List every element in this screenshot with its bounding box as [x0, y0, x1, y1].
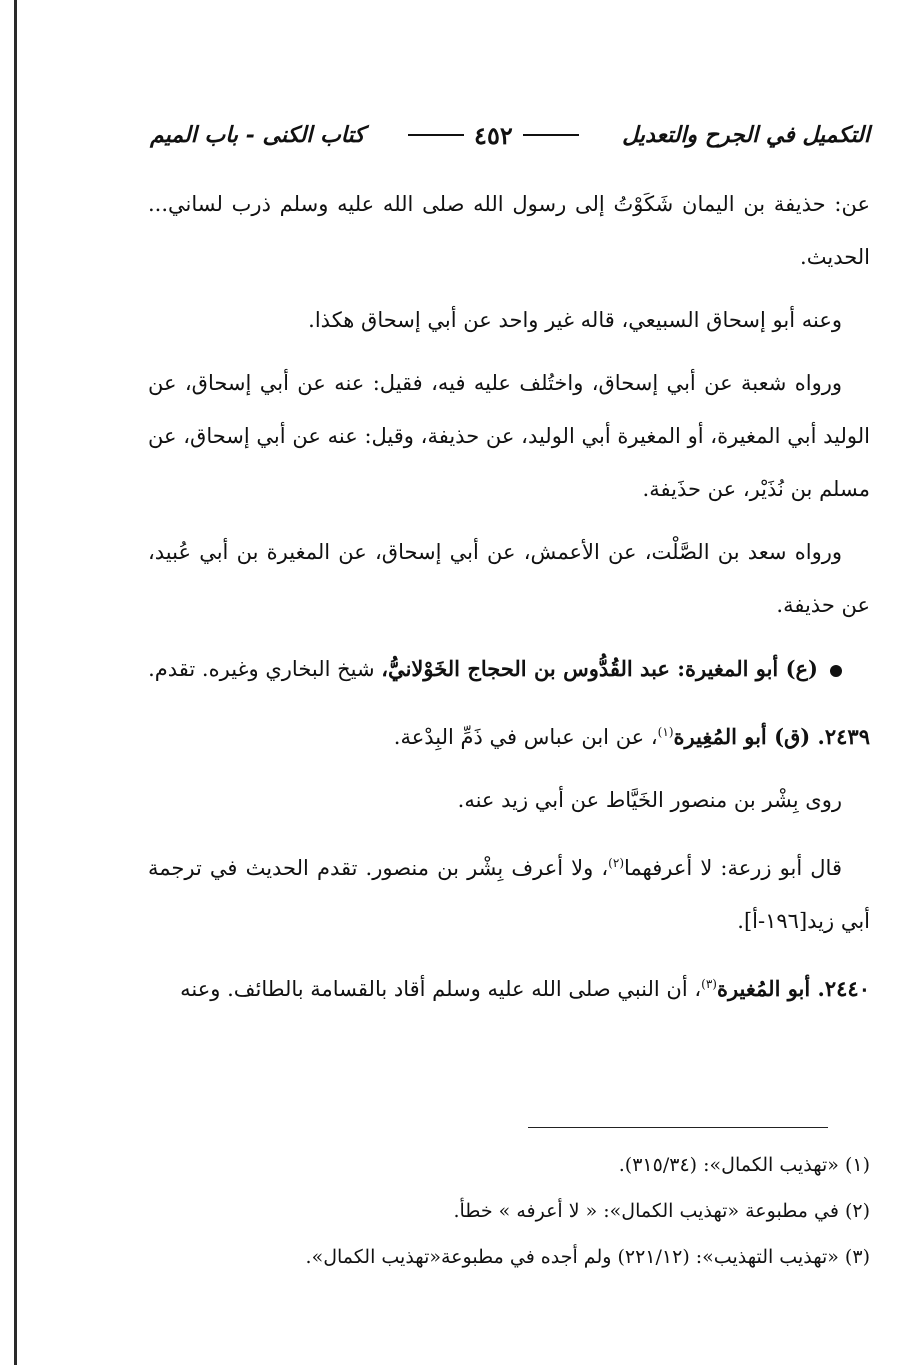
main-text [148, 178, 870, 1026]
footnote-ref: (٢) [608, 856, 624, 870]
footnotes [148, 1142, 870, 1280]
header-dash [523, 134, 579, 136]
footnote-ref: (٣) [701, 977, 717, 991]
footnote: (٣) «تهذيب التهذيب»: (٢٢١/١٢) ولم أجده في مطبوعة«تهذيب الكمال». [305, 1246, 870, 1268]
paragraph [148, 837, 870, 948]
section-title: كتاب الكنى - باب الميم [150, 122, 365, 148]
entry-paragraph [148, 706, 870, 764]
entry-paragraph [148, 958, 870, 1016]
header-dash [408, 134, 464, 136]
book-title: التكميل في الجرح والتعديل [622, 122, 870, 148]
paragraph: ورواه سعد بن الصَّلْت، عن الأعمش، عن أبي إسحاق، عن المغيرة بن أبي عُبيد، عن حذيفة. [148, 540, 870, 617]
paragraph: ورواه شعبة عن أبي إسحاق، واختُلف عليه فيه، فقيل: عنه عن أبي إسحاق، عن الوليد أبي المغيرة، أو المغيرة أبي الوليد، عن حذيفة، وقيل: عنه عن أبي إسحاق، عن مسلم بن نُذَيْر، عن حذَيفة. [148, 371, 870, 501]
footnote: (١) «تهذيب الكمال»: (٣١٥/٣٤). [618, 1154, 870, 1176]
footnote-ref: (١) [657, 725, 674, 739]
footnote-separator [528, 1127, 828, 1128]
bullet-icon [830, 665, 842, 677]
entry-text: ، عن ابن عباس في ذَمِّ البِدْعة. [393, 725, 658, 749]
paragraph: وعنه أبو إسحاق السبيعي، قاله غير واحد عن أبي إسحاق هكذا. [308, 308, 842, 332]
paragraph-text: قال أبو زرعة: لا أعرفهما [624, 856, 842, 880]
entry-heading: ٢٤٤٠. أبو المُغيرة [716, 976, 870, 1001]
header-center [398, 121, 589, 150]
paragraph-text: ، ولا أعرف بِشْر بن منصور. تقدم الحديث في ترجمة أبي زيد[١٩٦-أ]. [148, 856, 870, 933]
entry-text: شيخ البخاري وغيره. تقدم. [148, 657, 382, 681]
paragraph: روى بِشْر بن منصور الخَيَّاط عن أبي زيد عنه. [457, 788, 842, 812]
entry-heading: (ع) أبو المغيرة: عبد القُدُّوس بن الحجاج الخَوْلانيُّ، [381, 656, 818, 681]
entry-paragraph [148, 642, 870, 696]
page-number: ٤٥٢ [474, 120, 513, 150]
entry-heading: ٢٤٣٩. (ق) أبو المُغِيرة [673, 724, 870, 749]
footnote: (٢) في مطبوعة «تهذيب الكمال»: « لا أعرفه » خطأ. [453, 1200, 870, 1222]
entry-text: ، أن النبي صلى الله عليه وسلم أقاد بالقسامة بالطائف. وعنه [180, 977, 702, 1001]
page-edge-line [14, 0, 17, 1365]
running-header [150, 115, 870, 155]
paragraph: عن: حذيفة بن اليمان شَكَوْتُ إلى رسول الله صلى الله عليه وسلم ذرب لساني... الحديث. [148, 192, 870, 269]
